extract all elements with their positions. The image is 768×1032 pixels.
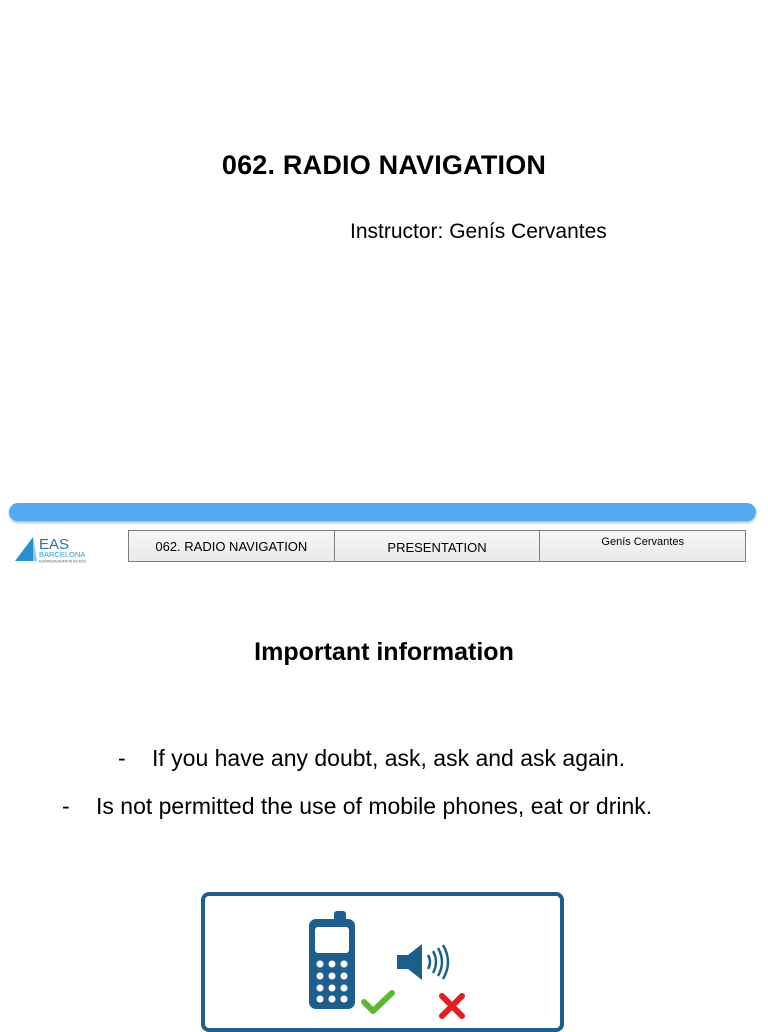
bullet-item	[118, 745, 625, 772]
logo-tagline: EUROPEAN AVIATION SCHOOL	[39, 559, 87, 564]
logo-wing-light	[33, 537, 37, 561]
instructor-line: Instructor: Genís Cervantes	[350, 220, 607, 243]
bullet-text: If you have any doubt, ask, ask and ask again.	[152, 745, 626, 771]
header-instructor-cell	[540, 531, 745, 561]
slide-title: 062. RADIO NAVIGATION	[221, 150, 547, 180]
cross-icon	[438, 993, 466, 1019]
speaker-icon	[395, 942, 455, 982]
no-phones-sign	[201, 892, 564, 1032]
bullet-item	[62, 793, 652, 820]
logo-name: EAS	[39, 536, 70, 553]
check-icon	[361, 990, 395, 1016]
header-course-cell	[129, 531, 335, 561]
eas-barcelona-logo	[12, 533, 102, 567]
slide-divider-bar	[9, 503, 756, 521]
bullet-dash: -	[118, 745, 126, 771]
bullet-dash: -	[62, 793, 70, 819]
mobile-phone-icon	[307, 909, 357, 1011]
logo-graphic	[12, 533, 102, 567]
header-section-label: PRESENTATION	[387, 540, 487, 555]
slide-header-table	[128, 530, 746, 562]
logo-wing-dark	[15, 537, 33, 561]
logo-city: BARCELONA	[39, 550, 86, 559]
header-course-label: 062. RADIO NAVIGATION	[155, 538, 308, 554]
section-heading: Important information	[254, 638, 514, 666]
header-section-cell	[335, 531, 541, 561]
bullet-text: Is not permitted the use of mobile phones, eat or drink.	[96, 793, 653, 819]
header-instructor-label: Genís Cervantes	[601, 536, 684, 548]
